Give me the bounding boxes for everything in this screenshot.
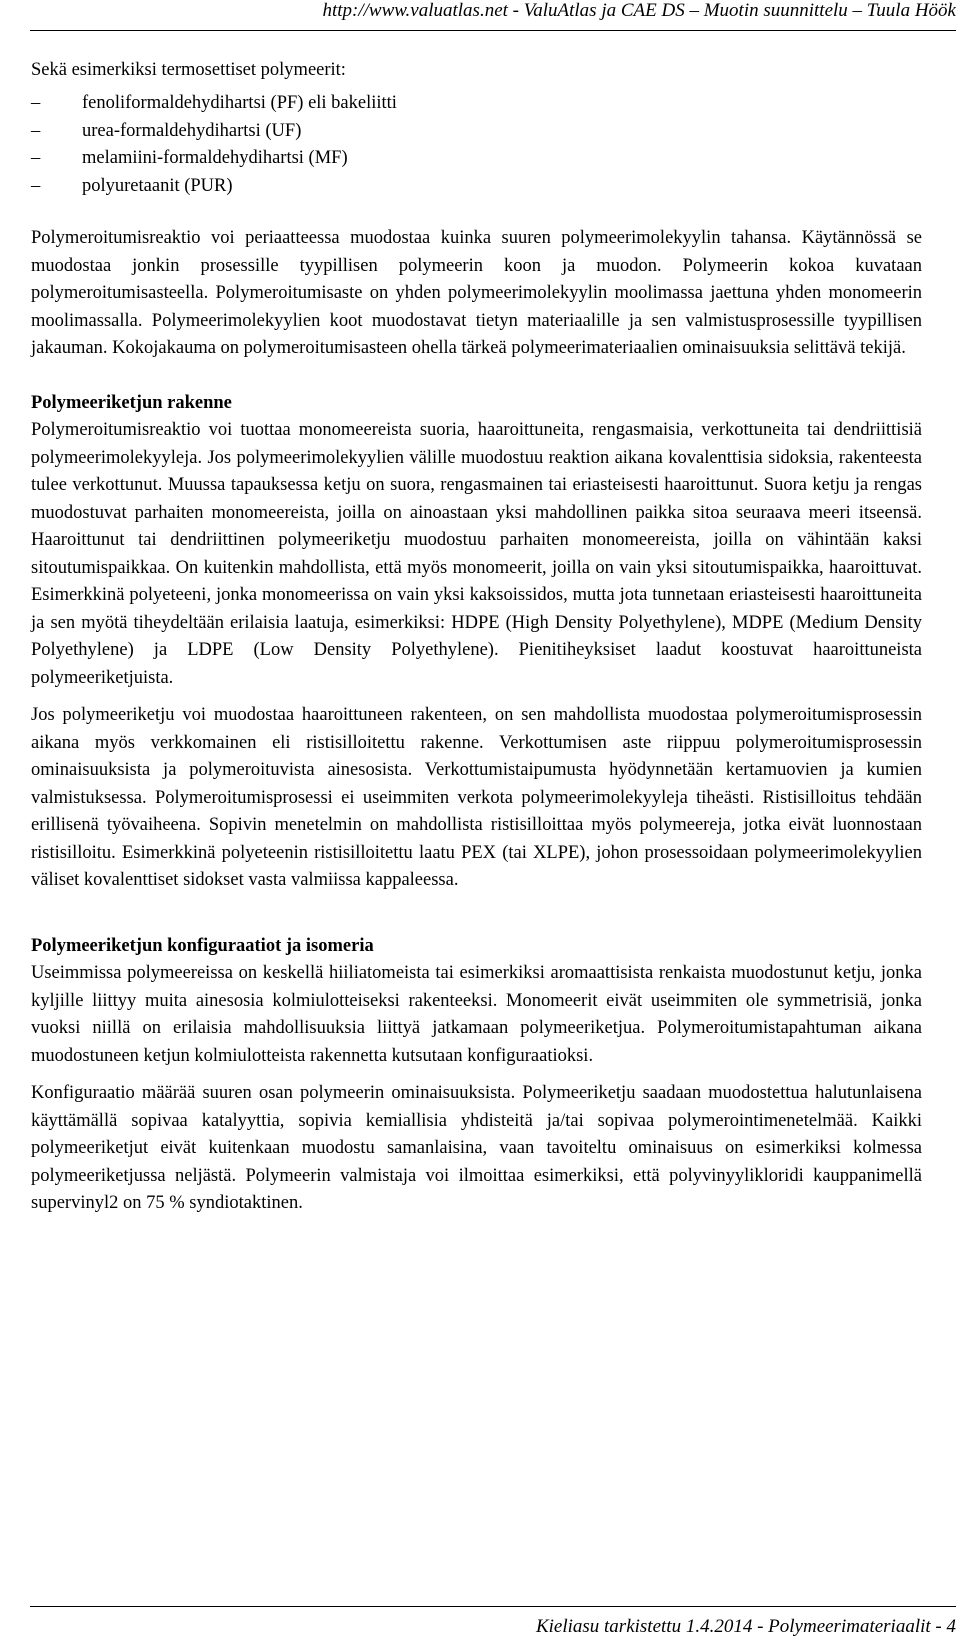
- paragraph-configurations: Useimmissa polymeereissa on keskellä hiiliatomeista tai esimerkiksi aromaattisista renkaista muodostunut ketju, jonka kyljille liittyy muita ainesosia kolmiulotteiseksi rakenteeksi. Monomeerit eivät useimmiten ole symmetrisiä, jonka vuoksi niillä on erilaisia mahdollisuuksia liittyä jatkamaan polymeeriketjua. Polymeroitumistapahtuman aikana muodostuneen ketjun kolmiulotteista rakennetta kutsutaan konfiguraatioksi.: [31, 963, 922, 1066]
- paragraph-crosslinking: Jos polymeeriketju voi muodostaa haaroittuneen rakenteen, on sen mahdollista muodostaa polymeroitumisprosessin aikana myös verkkomainen eli ristisilloitettu rakenne. Verkottumisen aste riippuu polymeroitumisprosessin ominaisuuksista ja polymeroituvista ainesosista. Verkottumistaipumusta hyödynnetään kertamuovien ja kumien valmistuksessa. Polymeroitumisprosessi ei useimmiten verkota polymeerimolekyyleja tiheästi. Ristisilloitus tehdään erillisenä työvaiheena. Sopivin menetelmin on mahdollista ristisilloittaa myös polymeereja, jotka eivät luonnostaan ristisilloitu. Esimerkkinä polyeteenin ristisilloitettu laatu PEX (tai XLPE), johon prosessoidaan polymeerimolekyylien väliset kovalenttiset sidokset vasta valmiissa kappaleessa.: [31, 705, 922, 890]
- list-item: – fenoliformaldehydihartsi (PF) eli bakeliitti: [31, 90, 922, 118]
- page-content: [31, 60, 922, 1218]
- section-heading-chain-structure: Polymeeriketjun rakenne: [31, 392, 232, 413]
- list-item: – polyuretaanit (PUR): [31, 173, 922, 201]
- polymer-list: [31, 90, 922, 200]
- page-header: [30, 0, 956, 31]
- page-footer: [30, 1606, 956, 1638]
- intro-text: Sekä esimerkiksi termosettiset polymeerit:: [31, 60, 346, 80]
- section-heading-configurations: Polymeeriketjun konfiguraatiot ja isomeria: [31, 935, 374, 956]
- list-item: – urea-formaldehydihartsi (UF): [31, 118, 922, 146]
- header-text: http://www.valuatlas.net - ValuAtlas ja CAE DS – Muotin suunnittelu – Tuula Höök: [322, 0, 956, 21]
- paragraph-configuration-properties: Konfiguraatio määrää suuren osan polymeerin ominaisuuksista. Polymeeriketju saadaan muodostettua halutunlaisena käyttämällä sopivaa katalyyttia, sopivia kemiallisia yhdisteitä ja/tai sopivaa polymerointimenetelmää. Kaikki polymeeriketjut eivät kuitenkaan muodostu samanlaisina, vaan tavoiteltu ominaisuus on esimerkiksi kolmessa polymeeriketjussa neljästä. Polymeerin valmistaja voi ilmoittaa esimerkiksi, että polyvinyylikloridi kauppanimellä supervinyl2 on 75 % syndiotaktinen.: [31, 1083, 922, 1213]
- paragraph-polymerization: Polymeroitumisreaktio voi periaatteessa muodostaa kuinka suuren polymeerimolekyylin tahansa. Käytännössä se muodostaa jonkin prosessille tyypillisen polymeerin koon ja muodon. Polymeerin kokoa kuvataan polymeroitumisasteella. Polymeroitumisaste on yhden polymeerimolekyylin moolimassa jaettuna yhden monomeerin moolimassalla. Polymeerimolekyylien koot muodostavat tietyn materiaalille ja sen valmistusprosessille tyypillisen jakauman. Kokojakauma on polymeroitumisasteen ohella tärkeä polymeerimateriaalien ominaisuuksia selittävä tekijä.: [31, 228, 922, 358]
- list-item: – melamiini-formaldehydihartsi (MF): [31, 145, 922, 173]
- paragraph-chain-structure: Polymeroitumisreaktio voi tuottaa monomeereista suoria, haaroittuneita, rengasmaisia, verkottuneita tai dendriittisiä polymeerimolekyyleja. Jos polymeerimolekyylien välille muodostuu reaktion aikana kovalenttisia sidoksia, rakenteesta tulee verkottunut. Muussa tapauksessa ketju on suora, rengasmainen tai eriasteisesti haaroittunut. Suora ketju ja rengas muodostuvat parhaiten monomeereista, joilla on ainoastaan yksi mahdollinen paikka sitoa seuraava meeri itseensä. Haaroittunut tai dendriittinen polymeeriketju muodostuu parhaiten monomeereista, joilla on vähintään kaksi sitoutumispaikkaa. On kuitenkin mahdollista, että myös monomeerit, joilla on vain yksi sitoutumispaikka, haaroittuvat. Esimerkkinä polyeteeni, jonka monomeerissa on vain yksi kaksoissidos, mutta jota tunnetaan eriasteisesti haaroittuneita ja sen myötä tiheydeltään erilaisia laatuja, esimerkiksi: HDPE (High Density Polyethylene), MDPE (Medium Density Polyethylene) ja LDPE (Low Density Polyethylene). Pienitiheyksiset laadut koostuvat haaroittuneista polymeeriketjuista.: [31, 420, 922, 688]
- footer-text: Kieliasu tarkistettu 1.4.2014 - Polymeerimateriaalit - 4: [535, 1616, 956, 1637]
